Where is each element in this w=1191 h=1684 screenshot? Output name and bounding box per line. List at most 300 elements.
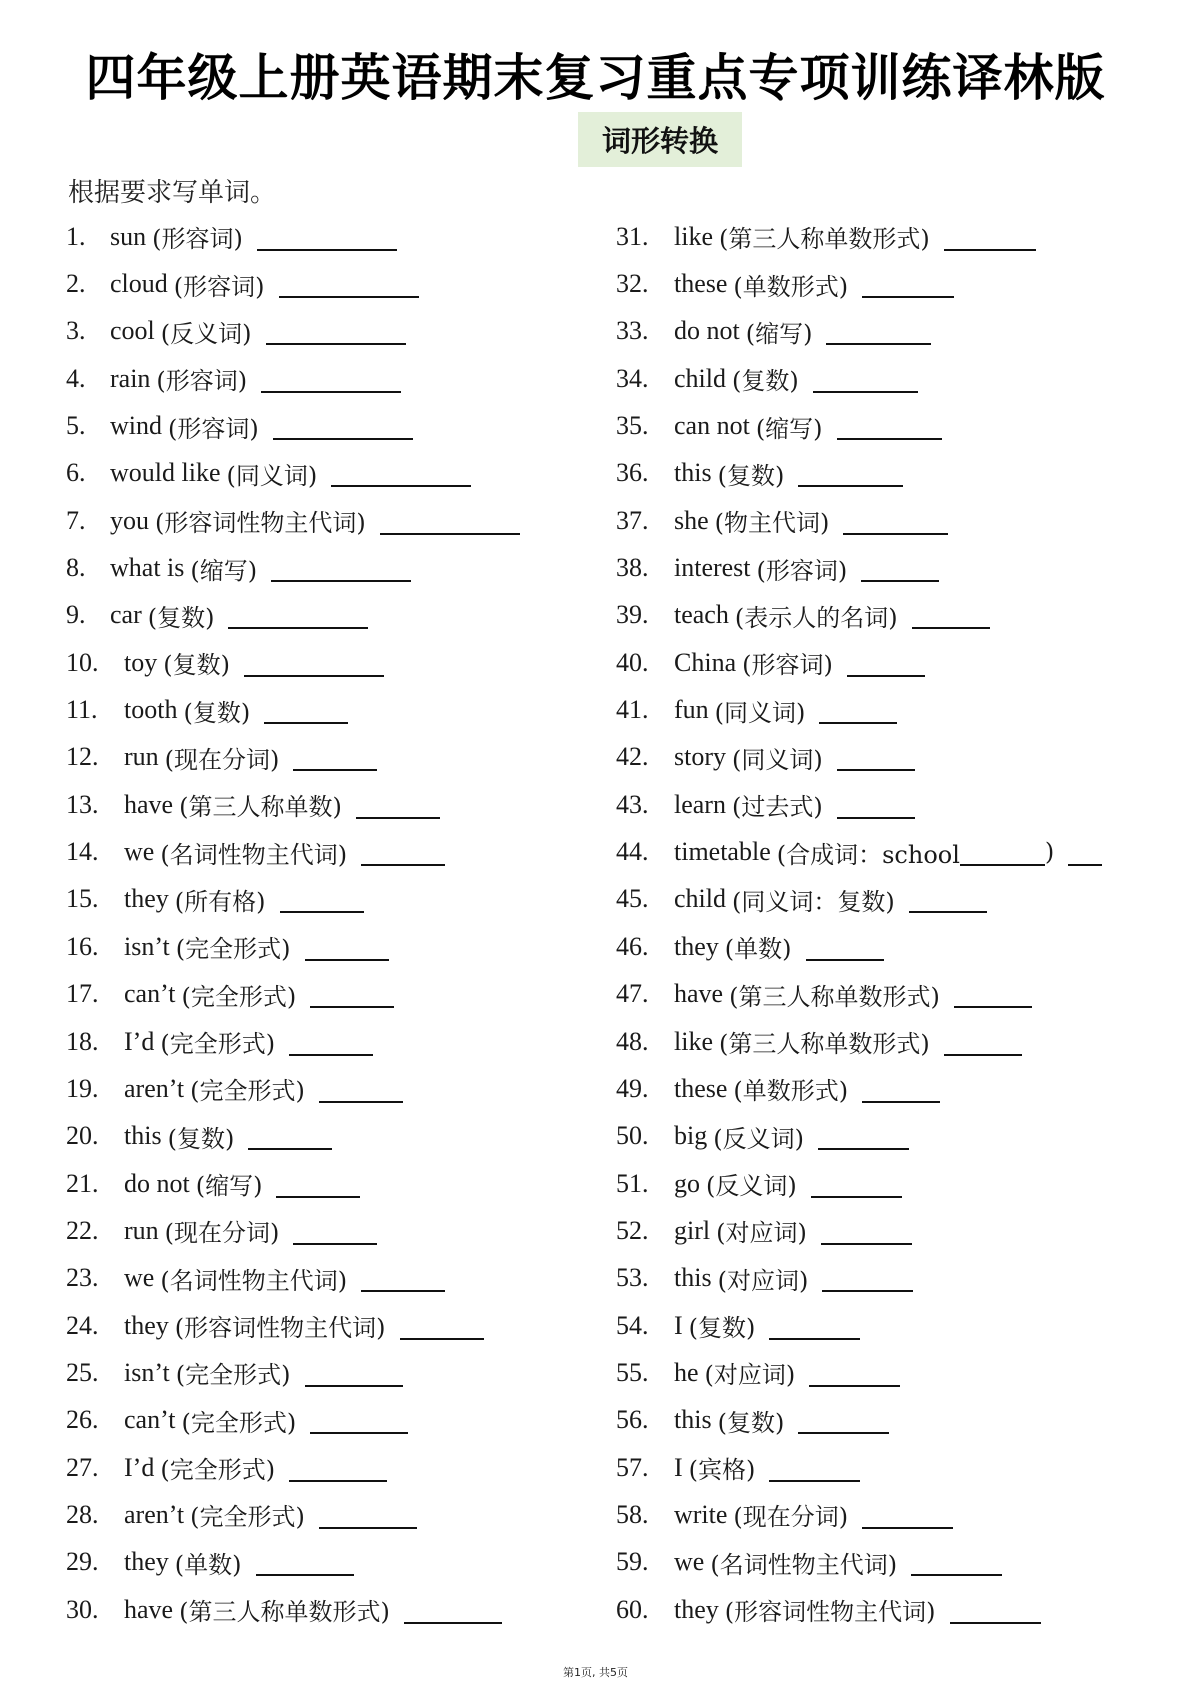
question-word: can not bbox=[674, 411, 750, 441]
question-item bbox=[66, 686, 520, 733]
question-number: 6. bbox=[66, 458, 86, 488]
question-hint: (复数) bbox=[717, 461, 785, 490]
question-hint: (同义词：复数) bbox=[732, 887, 895, 916]
question-word: this bbox=[674, 1263, 712, 1293]
answer-blank[interactable] bbox=[809, 1359, 900, 1387]
left-question-column bbox=[66, 213, 520, 1633]
question-hint: (反义词) bbox=[713, 1124, 804, 1153]
question-word: we bbox=[124, 1263, 155, 1293]
question-item bbox=[616, 213, 1102, 260]
answer-blank[interactable] bbox=[819, 696, 897, 724]
answer-blank[interactable] bbox=[862, 1075, 940, 1103]
question-hint: (完全形式) bbox=[175, 1361, 291, 1390]
question-item bbox=[66, 1065, 520, 1112]
answer-blank[interactable] bbox=[305, 933, 389, 961]
question-item bbox=[616, 1207, 1102, 1254]
question-number: 10. bbox=[66, 647, 99, 677]
question-word: this bbox=[674, 1405, 712, 1435]
question-number: 31. bbox=[616, 221, 649, 251]
question-word: I’d bbox=[124, 1026, 155, 1056]
question-hint: (完全形式) bbox=[181, 1408, 297, 1437]
question-hint: (形容词性物主代词) bbox=[174, 1314, 386, 1343]
question-item bbox=[66, 1207, 520, 1254]
question-item bbox=[66, 497, 520, 544]
question-word: big bbox=[674, 1121, 708, 1151]
question-item bbox=[66, 450, 520, 497]
question-hint: (单数形式) bbox=[733, 272, 849, 301]
question-hint: (复数) bbox=[163, 651, 230, 680]
question-hint: (第三人称单数) bbox=[179, 793, 342, 822]
question-number: 60. bbox=[616, 1594, 649, 1624]
answer-blank[interactable] bbox=[356, 791, 440, 819]
question-item bbox=[66, 1255, 520, 1302]
question-word: do not bbox=[674, 316, 740, 346]
question-number: 26. bbox=[66, 1405, 99, 1435]
answer-blank[interactable] bbox=[404, 1596, 502, 1624]
question-word: these bbox=[674, 1073, 728, 1103]
question-number: 30. bbox=[66, 1594, 99, 1624]
question-hint: (完全形式) bbox=[160, 1456, 276, 1485]
question-item bbox=[66, 639, 520, 686]
question-word: have bbox=[124, 1594, 174, 1624]
answer-blank[interactable] bbox=[331, 459, 471, 487]
question-hint: (过去式) bbox=[731, 793, 823, 822]
question-hint: (形容词) bbox=[156, 367, 248, 396]
question-hint: (同义词) bbox=[714, 698, 806, 727]
question-word: do not bbox=[124, 1168, 190, 1198]
question-hint: (同义词) bbox=[732, 745, 823, 774]
question-number: 44. bbox=[616, 837, 649, 867]
question-number: 46. bbox=[616, 931, 649, 961]
question-hint: (形容词性物主代词) bbox=[155, 509, 366, 538]
question-number: 23. bbox=[66, 1263, 99, 1293]
question-number: 57. bbox=[616, 1452, 649, 1482]
answer-blank[interactable] bbox=[862, 1501, 953, 1529]
question-item bbox=[66, 876, 520, 923]
question-item bbox=[616, 497, 1102, 544]
question-hint: (现在分词) bbox=[164, 1219, 280, 1248]
question-hint: (复数) bbox=[688, 1314, 756, 1343]
question-hint: (完全形式) bbox=[160, 1030, 276, 1059]
answer-blank[interactable] bbox=[862, 270, 954, 298]
answer-blank[interactable] bbox=[261, 365, 401, 393]
question-word: fun bbox=[674, 695, 709, 725]
question-number: 41. bbox=[616, 695, 649, 725]
question-number: 17. bbox=[66, 979, 99, 1009]
question-number: 48. bbox=[616, 1026, 649, 1056]
question-number: 42. bbox=[616, 742, 649, 772]
answer-blank[interactable] bbox=[310, 980, 394, 1008]
answer-blank[interactable] bbox=[826, 317, 931, 345]
right-question-column bbox=[616, 213, 1102, 1633]
question-word: he bbox=[674, 1357, 699, 1387]
question-word: sun bbox=[110, 221, 147, 251]
question-item bbox=[616, 402, 1102, 449]
question-hint: (缩写) bbox=[190, 556, 258, 585]
question-item bbox=[616, 1160, 1102, 1207]
answer-blank[interactable] bbox=[806, 933, 884, 961]
answer-blank[interactable] bbox=[821, 1217, 912, 1245]
answer-blank[interactable] bbox=[798, 459, 903, 487]
question-item bbox=[616, 1255, 1102, 1302]
question-item bbox=[616, 1065, 1102, 1112]
question-word: can’t bbox=[124, 1405, 176, 1435]
answer-blank[interactable] bbox=[319, 1075, 403, 1103]
question-number: 1. bbox=[66, 221, 86, 251]
question-word: child bbox=[674, 363, 726, 393]
question-number: 13. bbox=[66, 789, 99, 819]
answer-blank[interactable] bbox=[912, 601, 990, 629]
question-word: run bbox=[124, 742, 159, 772]
question-item bbox=[66, 402, 520, 449]
question-word: you bbox=[110, 505, 149, 535]
question-word: I bbox=[674, 1452, 683, 1482]
question-item bbox=[66, 923, 520, 970]
question-item bbox=[616, 1397, 1102, 1444]
answer-blank[interactable] bbox=[279, 270, 419, 298]
question-word: run bbox=[124, 1215, 159, 1245]
question-item bbox=[66, 260, 520, 307]
question-item bbox=[616, 1302, 1102, 1349]
question-number: 16. bbox=[66, 931, 99, 961]
question-word: teach bbox=[674, 600, 729, 630]
question-word: aren’t bbox=[124, 1499, 185, 1529]
question-hint: (宾格) bbox=[688, 1456, 756, 1485]
answer-blank[interactable] bbox=[319, 1501, 417, 1529]
question-hint: (所有格) bbox=[174, 887, 266, 916]
question-hint: (形容词) bbox=[742, 651, 833, 680]
question-word: what is bbox=[110, 553, 185, 583]
question-word: rain bbox=[110, 363, 151, 393]
question-number: 12. bbox=[66, 742, 99, 772]
question-word: timetable bbox=[674, 837, 771, 867]
answer-blank[interactable] bbox=[400, 1312, 484, 1340]
answer-blank[interactable] bbox=[310, 1406, 408, 1434]
question-word: this bbox=[674, 458, 712, 488]
question-item bbox=[66, 1539, 520, 1586]
question-item bbox=[616, 1491, 1102, 1538]
question-number: 9. bbox=[66, 600, 86, 630]
question-word: toy bbox=[124, 647, 158, 677]
instruction-text: 根据要求写单词。 bbox=[68, 178, 277, 208]
question-hint: (完全形式) bbox=[181, 982, 297, 1011]
question-item bbox=[66, 592, 520, 639]
answer-blank[interactable] bbox=[280, 885, 364, 913]
question-item bbox=[616, 1444, 1102, 1491]
question-number: 2. bbox=[66, 269, 86, 299]
question-hint: (名词性物主代词) bbox=[160, 840, 348, 869]
question-hint: (单数) bbox=[174, 1550, 242, 1579]
question-item bbox=[616, 781, 1102, 828]
question-number: 24. bbox=[66, 1310, 99, 1340]
answer-blank[interactable] bbox=[847, 649, 925, 677]
question-hint: (名词性物主代词) bbox=[160, 1266, 348, 1295]
question-hint: (第三人称单数形式) bbox=[729, 982, 940, 1011]
question-item bbox=[616, 923, 1102, 970]
question-number: 55. bbox=[616, 1357, 649, 1387]
question-item bbox=[66, 828, 520, 875]
section-badge: 词形转换 bbox=[578, 112, 742, 167]
question-word: learn bbox=[674, 789, 726, 819]
answer-blank[interactable] bbox=[289, 1028, 373, 1056]
answer-blank[interactable] bbox=[361, 838, 445, 866]
answer-blank[interactable] bbox=[909, 885, 987, 913]
question-number: 28. bbox=[66, 1499, 99, 1529]
question-word: wind bbox=[110, 411, 162, 441]
question-word: interest bbox=[674, 553, 751, 583]
question-word: I bbox=[674, 1310, 683, 1340]
question-word: girl bbox=[674, 1215, 711, 1245]
question-hint: (反义词) bbox=[160, 319, 252, 348]
answer-blank[interactable] bbox=[244, 649, 384, 677]
question-number: 37. bbox=[616, 505, 649, 535]
question-number: 11. bbox=[66, 695, 98, 725]
question-number: 25. bbox=[66, 1357, 99, 1387]
question-number: 15. bbox=[66, 884, 99, 914]
question-number: 43. bbox=[616, 789, 649, 819]
question-item bbox=[616, 1539, 1102, 1586]
question-number: 22. bbox=[66, 1215, 99, 1245]
question-number: 38. bbox=[616, 553, 649, 583]
question-number: 54. bbox=[616, 1310, 649, 1340]
question-number: 27. bbox=[66, 1452, 99, 1482]
question-hint: (复数) bbox=[167, 1124, 235, 1153]
question-number: 3. bbox=[66, 316, 86, 346]
question-hint: (第三人称单数形式) bbox=[719, 1030, 930, 1059]
question-item bbox=[66, 1018, 520, 1065]
question-number: 29. bbox=[66, 1547, 99, 1577]
question-hint: (现在分词) bbox=[733, 1503, 849, 1532]
question-number: 21. bbox=[66, 1168, 99, 1198]
question-hint: (完全形式) bbox=[190, 1503, 305, 1532]
question-hint: (同义词) bbox=[226, 461, 318, 490]
question-item bbox=[66, 1302, 520, 1349]
answer-blank[interactable] bbox=[380, 507, 520, 535]
question-item bbox=[616, 876, 1102, 923]
question-number: 34. bbox=[616, 363, 649, 393]
question-item bbox=[616, 544, 1102, 591]
inline-answer-blank[interactable] bbox=[960, 838, 1045, 866]
question-item bbox=[66, 1349, 520, 1396]
question-word: have bbox=[124, 789, 174, 819]
answer-blank[interactable] bbox=[950, 1596, 1041, 1624]
answer-blank[interactable] bbox=[954, 980, 1032, 1008]
question-item bbox=[66, 734, 520, 781]
question-number: 59. bbox=[616, 1547, 649, 1577]
question-hint: (合成词：school bbox=[776, 840, 960, 869]
answer-blank[interactable] bbox=[811, 1170, 902, 1198]
question-word: aren’t bbox=[124, 1073, 185, 1103]
question-word: we bbox=[674, 1547, 705, 1577]
question-word: isn’t bbox=[124, 931, 170, 961]
question-item bbox=[616, 828, 1102, 875]
question-hint: (缩写) bbox=[755, 414, 823, 443]
question-item bbox=[616, 308, 1102, 355]
question-item bbox=[616, 639, 1102, 686]
question-item bbox=[616, 1018, 1102, 1065]
question-item bbox=[616, 355, 1102, 402]
question-number: 33. bbox=[616, 316, 649, 346]
question-item bbox=[66, 1491, 520, 1538]
question-hint: (完全形式) bbox=[175, 935, 291, 964]
question-number: 40. bbox=[616, 647, 649, 677]
question-number: 39. bbox=[616, 600, 649, 630]
question-hint: (物主代词) bbox=[714, 509, 830, 538]
question-word: tooth bbox=[124, 695, 178, 725]
question-hint: (表示人的名词) bbox=[734, 603, 898, 632]
answer-blank[interactable] bbox=[944, 223, 1036, 251]
question-hint-suffix: ) bbox=[1044, 838, 1055, 867]
question-word: they bbox=[124, 884, 169, 914]
question-word: cloud bbox=[110, 269, 168, 299]
question-hint: (缩写) bbox=[745, 319, 813, 348]
answer-blank[interactable] bbox=[264, 696, 348, 724]
question-item bbox=[616, 260, 1102, 307]
question-number: 53. bbox=[616, 1263, 649, 1293]
question-word: isn’t bbox=[124, 1357, 170, 1387]
question-item bbox=[66, 1586, 520, 1633]
question-word: they bbox=[124, 1310, 169, 1340]
question-hint: (复数) bbox=[183, 698, 251, 727]
question-hint: (形容词) bbox=[756, 556, 848, 585]
question-hint: (形容词) bbox=[168, 414, 259, 443]
answer-blank[interactable] bbox=[769, 1454, 860, 1482]
question-item bbox=[616, 971, 1102, 1018]
question-word: story bbox=[674, 742, 726, 772]
question-hint: (反义词) bbox=[706, 1172, 797, 1201]
question-number: 19. bbox=[66, 1073, 99, 1103]
question-item bbox=[616, 1349, 1102, 1396]
question-item bbox=[66, 355, 520, 402]
question-number: 50. bbox=[616, 1121, 649, 1151]
question-hint: (第三人称单数形式) bbox=[719, 225, 930, 254]
question-word: China bbox=[674, 647, 737, 677]
question-item bbox=[66, 1113, 520, 1160]
question-hint: (复数) bbox=[147, 603, 215, 632]
question-number: 35. bbox=[616, 411, 649, 441]
answer-blank[interactable] bbox=[276, 1170, 360, 1198]
question-number: 52. bbox=[616, 1215, 649, 1245]
question-item bbox=[66, 1397, 520, 1444]
answer-blank[interactable] bbox=[257, 223, 397, 251]
answer-blank[interactable] bbox=[818, 1122, 909, 1150]
question-item bbox=[66, 544, 520, 591]
answer-blank[interactable] bbox=[837, 412, 942, 440]
question-item bbox=[66, 213, 520, 260]
question-item bbox=[616, 592, 1102, 639]
question-hint: (单数形式) bbox=[733, 1077, 849, 1106]
answer-blank[interactable] bbox=[273, 412, 413, 440]
question-item bbox=[66, 781, 520, 828]
answer-blank[interactable] bbox=[305, 1359, 403, 1387]
question-word: we bbox=[124, 837, 155, 867]
question-number: 32. bbox=[616, 269, 649, 299]
question-number: 5. bbox=[66, 411, 86, 441]
question-hint: (单数) bbox=[724, 935, 792, 964]
question-item bbox=[66, 971, 520, 1018]
question-number: 20. bbox=[66, 1121, 99, 1151]
question-hint: (形容词性物主代词) bbox=[724, 1598, 936, 1627]
answer-blank[interactable] bbox=[861, 554, 939, 582]
question-word: like bbox=[674, 1026, 713, 1056]
question-word: these bbox=[674, 269, 728, 299]
answer-blank[interactable] bbox=[293, 743, 377, 771]
question-hint: (缩写) bbox=[195, 1172, 263, 1201]
question-number: 47. bbox=[616, 979, 649, 1009]
question-number: 45. bbox=[616, 884, 649, 914]
answer-blank[interactable] bbox=[256, 1548, 354, 1576]
question-item bbox=[66, 1160, 520, 1207]
question-word: I’d bbox=[124, 1452, 155, 1482]
question-number: 56. bbox=[616, 1405, 649, 1435]
question-number: 18. bbox=[66, 1026, 99, 1056]
answer-blank[interactable] bbox=[911, 1548, 1002, 1576]
answer-blank[interactable] bbox=[813, 365, 918, 393]
question-number: 8. bbox=[66, 553, 86, 583]
answer-blank[interactable] bbox=[769, 1312, 860, 1340]
question-item bbox=[66, 1444, 520, 1491]
question-item bbox=[616, 686, 1102, 733]
question-number: 49. bbox=[616, 1073, 649, 1103]
answer-blank[interactable] bbox=[271, 554, 411, 582]
question-word: like bbox=[674, 221, 713, 251]
answer-blank[interactable] bbox=[228, 601, 368, 629]
answer-blank[interactable] bbox=[289, 1454, 387, 1482]
question-word: go bbox=[674, 1168, 700, 1198]
question-word: child bbox=[674, 884, 726, 914]
question-word: have bbox=[674, 979, 724, 1009]
answer-blank[interactable] bbox=[266, 317, 406, 345]
answer-blank[interactable] bbox=[837, 743, 915, 771]
question-number: 14. bbox=[66, 837, 99, 867]
question-item bbox=[616, 450, 1102, 497]
question-word: this bbox=[124, 1121, 162, 1151]
question-hint: (形容词) bbox=[152, 225, 243, 254]
answer-blank[interactable] bbox=[822, 1264, 913, 1292]
answer-blank[interactable] bbox=[361, 1264, 445, 1292]
question-hint: (复数) bbox=[717, 1408, 785, 1437]
question-word: write bbox=[674, 1499, 728, 1529]
document-title: 四年级上册英语期末复习重点专项训练译林版 bbox=[85, 49, 1106, 107]
question-word: can’t bbox=[124, 979, 176, 1009]
answer-blank[interactable] bbox=[1068, 838, 1102, 866]
answer-blank[interactable] bbox=[843, 507, 948, 535]
answer-blank[interactable] bbox=[293, 1217, 377, 1245]
question-hint: (第三人称单数形式) bbox=[179, 1598, 390, 1627]
question-word: cool bbox=[110, 316, 155, 346]
question-word: they bbox=[674, 1594, 719, 1624]
question-item bbox=[616, 1113, 1102, 1160]
answer-blank[interactable] bbox=[798, 1406, 889, 1434]
question-word: they bbox=[124, 1547, 169, 1577]
question-hint: (对应词) bbox=[717, 1266, 809, 1295]
question-hint: (完全形式) bbox=[190, 1077, 305, 1106]
question-word: car bbox=[110, 600, 142, 630]
answer-blank[interactable] bbox=[837, 791, 915, 819]
question-number: 58. bbox=[616, 1499, 649, 1529]
question-hint: (对应词) bbox=[716, 1219, 807, 1248]
question-hint: (复数) bbox=[732, 367, 799, 396]
answer-blank[interactable] bbox=[248, 1122, 332, 1150]
question-item bbox=[66, 308, 520, 355]
question-hint: (现在分词) bbox=[164, 745, 280, 774]
question-hint: (对应词) bbox=[704, 1361, 796, 1390]
question-item bbox=[616, 1586, 1102, 1633]
answer-blank[interactable] bbox=[944, 1028, 1022, 1056]
question-word: they bbox=[674, 931, 719, 961]
question-hint: (形容词) bbox=[173, 272, 265, 301]
question-number: 7. bbox=[66, 505, 86, 535]
